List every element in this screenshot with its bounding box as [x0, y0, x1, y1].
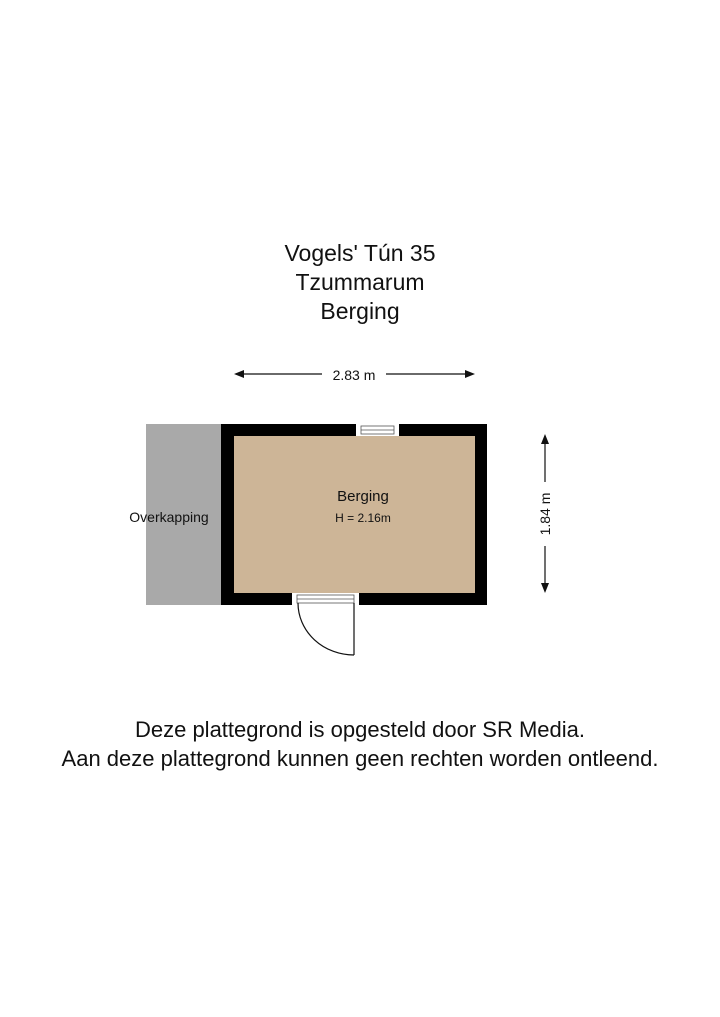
height-dimension: [537, 434, 553, 593]
room-name-label: Berging: [337, 488, 389, 505]
room-height-label: H = 2.16m: [335, 511, 391, 525]
arrow-right-icon: [465, 370, 475, 378]
width-dimension: [234, 367, 475, 383]
address-title: Vogels' Tún 35: [284, 240, 436, 266]
city-title: Tzummarum: [295, 269, 425, 295]
arrow-up-icon: [541, 434, 549, 444]
disclaimer-line-1: Deze plattegrond is opgesteld door SR Media.: [134, 717, 586, 742]
disclaimer-line-2: Aan deze plattegrond kunnen geen rechten worden ontleend.: [61, 746, 659, 771]
arrow-down-icon: [541, 583, 549, 593]
door: [292, 593, 359, 655]
height-label: 1.84 m: [537, 492, 553, 536]
window: [356, 424, 399, 436]
arrow-left-icon: [234, 370, 244, 378]
overkapping-label: Overkapping: [129, 509, 209, 525]
floor-title: Berging: [320, 298, 400, 324]
width-label: 2.83 m: [332, 367, 376, 383]
